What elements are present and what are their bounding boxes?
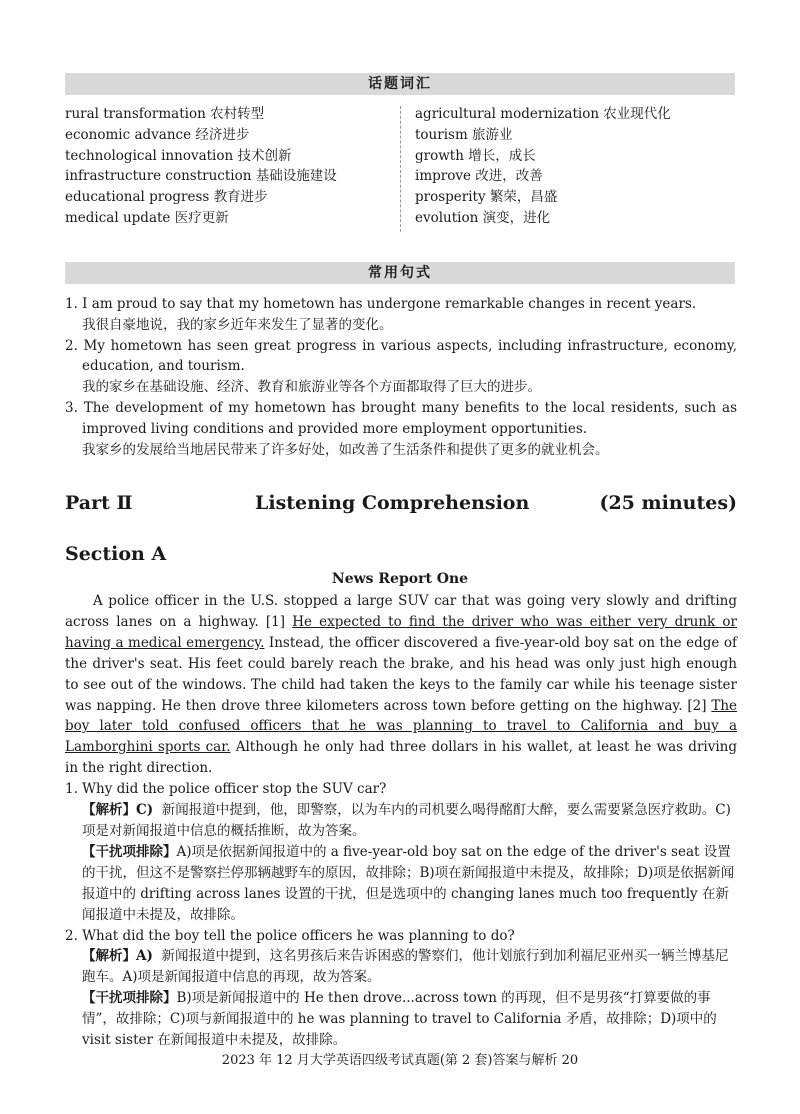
report-body [65,591,737,1051]
vocab-item: economic advance 经济进步 [65,126,250,143]
sentence-2-zh: 我的家乡在基础设施、经济、教育和旅游业等各个方面都取得了巨大的进步。 [82,379,541,396]
news-report-title: News Report One [331,571,469,587]
sentence-3-en: 3. The development of my hometown has brought many benefits to the local residents, such as [65,399,737,416]
sentence-1-zh: 我很自豪地说，我的家乡近年来发生了显著的变化。 [82,316,393,333]
vocab-item: medical update 医疗更新 [65,209,229,226]
q1-distractor-label: 【干扰项排除】 [82,843,177,860]
vocab-item: educational progress 教育进步 [65,189,268,206]
vocab-divider [400,106,401,232]
q1-distractor [65,842,737,926]
vocab-header-bar [65,73,735,95]
sentence-3-en-cont: improved living conditions and provided more employment opportunities. [82,420,588,437]
part-label: Part Ⅱ [65,492,133,514]
marker-2: [2] [687,697,707,714]
question-1: 1. Why did the police officer stop the SUV car? [65,781,387,798]
section-title: Section A [65,543,167,565]
vocab-item: improve 改进，改善 [415,168,543,185]
part-time: (25 minutes) [599,492,737,514]
part-heading [65,488,737,518]
news-text: A police officer in the U.S. stopped a large SUV car that was going very slowly and drifting across lanes on a highway. [65,593,737,630]
sentence-2-en-cont: education, and tourism. [82,358,245,375]
news-paragraph [65,591,737,779]
sentence-1-en: 1. I am proud to say that my hometown has undergone remarkable changes in recent years. [65,296,697,312]
q2-distractor-text: B)项是新闻报道中的 He then drove...across town 的再现，但不是男孩“打算要做的事情”，故排除；C)项与新闻报道中的 he was planning to travel to California 矛盾，故排除；D)项中的 visit sister 在新闻报道中未提及，故排除。 [82,990,717,1049]
sentence-2-en: 2. My hometown has seen great progress in various aspects, including infrastructure, economy, [65,337,737,354]
q2-analysis [65,946,737,988]
marker-1: [1] [265,613,286,630]
vocab-item: infrastructure construction 基础设施建设 [65,168,337,185]
vocab-left-column [65,104,395,229]
sentence-3-zh: 我家乡的发展给当地居民带来了许多好处，如改善了生活条件和提供了更多的就业机会。 [82,441,609,458]
q2-analysis-label: 【解析】A) [82,948,153,965]
underlined-sentence-2: The boy later told confused officers that he was planning to travel to California and buy a Lamborghini sports car. [65,697,738,756]
underlined-sentence-1: He expected to find the driver who was either very drunk or having a medical emergency. [65,613,738,651]
q1-distractor-text: A)项是依据新闻报道中的 a five-year-old boy sat on the edge of the driver's seat 设置的干扰，但这不是警察拦停那辆越野车的原因，故排除；B)项在新闻报道中未提及，故排除；D)项是依据新闻报道中的 drifting across lanes 设置的干扰，但是选项中的 changing lanes much too frequently 在新闻报道中未提及，故排除。 [82,843,735,923]
q2-analysis-text: 新闻报道中提到，这名男孩后来告诉困惑的警察们，他计划旅行到加利福尼亚州买一辆兰博基尼跑车。A)项是新闻报道中信息的再现，故为答案。 [82,948,729,986]
vocab-item: evolution 演变，进化 [415,209,551,226]
page-footer: 2023 年 12 月大学英语四级考试真题(第 2 套)答案与解析 20 [221,1053,579,1068]
q2-distractor [65,988,737,1051]
news-text: Although he only had three dollars in his wallet, at least he was driving in the right direction. [65,739,737,777]
vocab-item: agricultural modernization 农业现代化 [415,106,671,122]
vocab-item: prosperity 繁荣，昌盛 [415,189,558,206]
vocab-item: technological innovation 技术创新 [65,147,292,164]
question-2: 2. What did the boy tell the police officers he was planning to do? [65,927,515,944]
q1-analysis-text: 新闻报道中提到，他，即警察，以为车内的司机要么喝得酩酊大醉，要么需要紧急医疗救助。C)项是对新闻报道中信息的概括推断，故为答案。 [82,802,731,839]
vocab-item: rural transformation 农村转型 [65,106,265,122]
q1-analysis-label: 【解析】C) [82,802,154,819]
part-title: Listening Comprehension [255,492,530,514]
vocab-list [65,104,735,234]
vocab-item: tourism 旅游业 [415,126,513,143]
sentence-patterns [65,294,737,460]
q2-distractor-label: 【干扰项排除】 [82,990,177,1007]
vocab-right-column [415,104,745,229]
sentence-header: 常用句式 [368,265,432,281]
vocab-header: 话题词汇 [368,76,432,92]
sentence-header-bar [65,262,735,284]
vocab-item: growth 增长，成长 [415,147,536,164]
q1-analysis [65,800,737,842]
news-text: Instead, the officer discovered a five-year-old boy sat on the edge of the driver's seat. His feet could barely reach the brake, and his head was only just high enough to see out of the windows. The child had taken the keys to the family car while his teenage sister was napping. He then drove three kilometers across town before getting on the highway. [65,634,738,714]
